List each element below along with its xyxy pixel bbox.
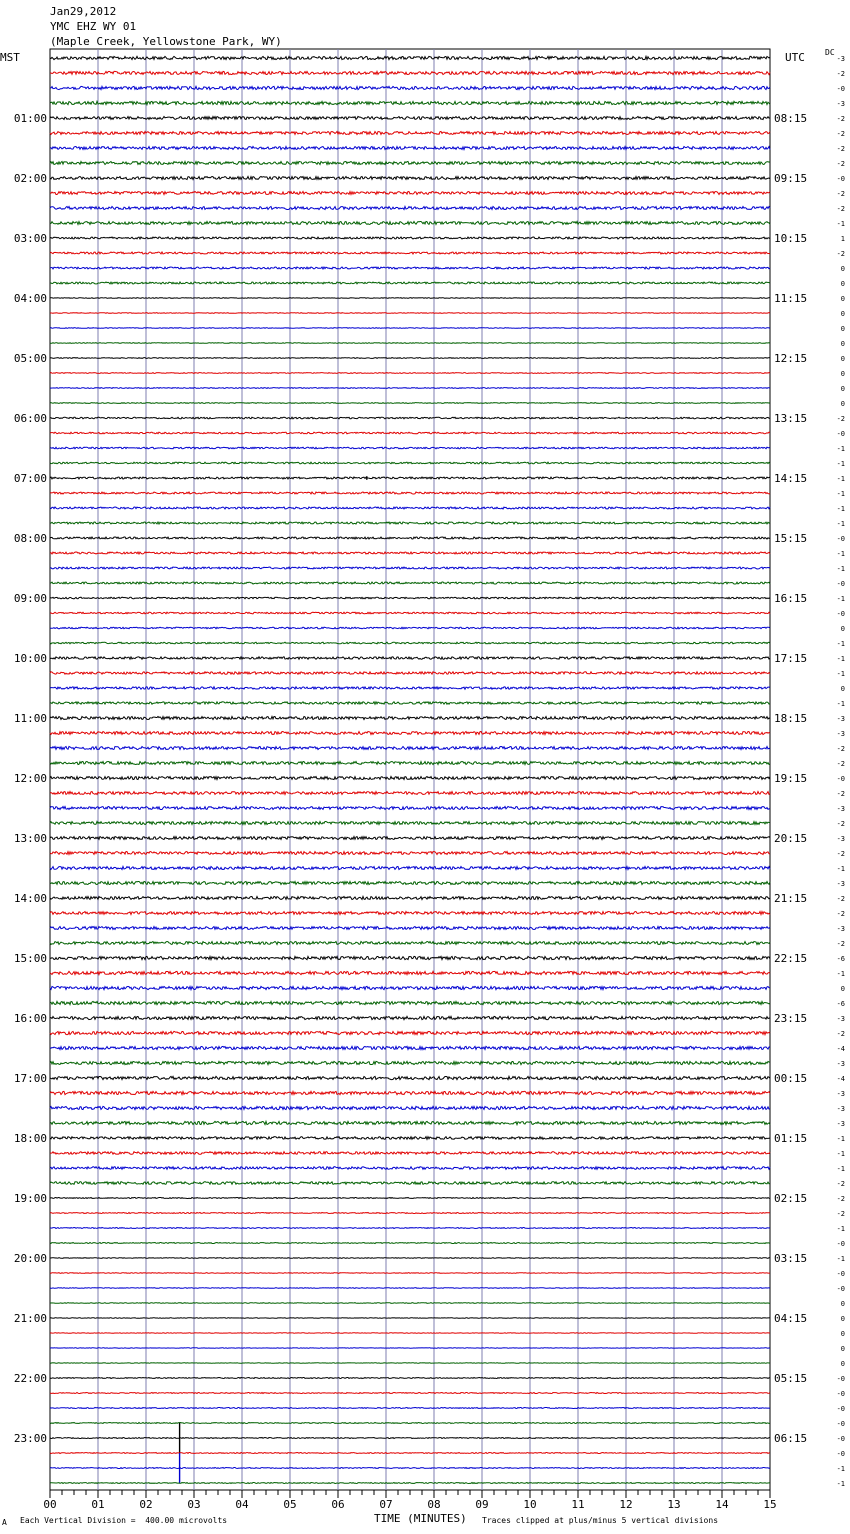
dc-offset: -2 — [836, 820, 845, 828]
hour-label-right: 23:15 — [774, 1012, 808, 1025]
hour-label-right: 03:15 — [774, 1252, 808, 1265]
trace-row — [50, 852, 770, 855]
dc-offset: -3 — [836, 880, 845, 888]
x-tick-label: 00 — [43, 1498, 57, 1511]
dc-offset: -1 — [836, 1225, 845, 1233]
dc-offset: -0 — [836, 1270, 845, 1278]
trace-row — [50, 956, 770, 959]
dc-offset: -0 — [836, 1420, 845, 1428]
hour-label-left: 09:00 — [13, 592, 47, 605]
trace-row — [50, 1228, 770, 1229]
dc-offset: -2 — [836, 850, 845, 858]
hour-label-left: 02:00 — [13, 172, 47, 185]
x-tick-label: 07 — [379, 1498, 393, 1511]
dc-offset: -2 — [836, 250, 845, 258]
trace-row — [50, 627, 770, 629]
trace-row — [50, 71, 770, 74]
dc-offset: 1 — [840, 235, 845, 243]
trace-row — [50, 897, 770, 900]
hour-label-right: 16:15 — [774, 592, 808, 605]
dc-offset: -3 — [836, 1120, 845, 1128]
hour-label-left: 18:00 — [13, 1132, 47, 1145]
dc-offset: 0 — [840, 1315, 845, 1323]
trace-row — [50, 432, 770, 434]
dc-offset: -3 — [836, 100, 845, 108]
trace-row — [50, 732, 770, 735]
x-tick-label: 04 — [235, 1498, 249, 1511]
hour-label-left: 05:00 — [13, 352, 47, 365]
trace-row — [50, 358, 770, 359]
hour-label-right: 04:15 — [774, 1312, 808, 1325]
x-tick-label: 01 — [91, 1498, 105, 1511]
trace-row — [50, 207, 770, 210]
dc-offset: -4 — [836, 1045, 845, 1053]
hour-label-left: 15:00 — [13, 952, 47, 965]
dc-offset: -2 — [836, 160, 845, 168]
dc-offset: -1 — [836, 1150, 845, 1158]
dc-offset: -1 — [836, 490, 845, 498]
dc-offset: -1 — [836, 1165, 845, 1173]
trace-row — [50, 328, 770, 329]
dc-offset: -1 — [836, 220, 845, 228]
dc-offset: -2 — [836, 760, 845, 768]
trace-row — [50, 1378, 770, 1379]
dc-offset: -0 — [836, 1375, 845, 1383]
trace-row — [50, 403, 770, 404]
x-tick-label: 09 — [475, 1498, 489, 1511]
trace-row — [50, 1243, 770, 1244]
trace-row — [50, 282, 770, 284]
trace-row — [50, 642, 770, 644]
trace-row — [50, 417, 770, 419]
x-axis-label: TIME (MINUTES) — [374, 1512, 467, 1525]
dc-offset: -3 — [836, 1015, 845, 1023]
dc-offset: -2 — [836, 205, 845, 213]
hour-label-left: 19:00 — [13, 1192, 47, 1205]
trace-row — [50, 762, 770, 765]
dc-offset: 0 — [840, 265, 845, 273]
dc-offset: -3 — [836, 1090, 845, 1098]
trace-row — [50, 237, 770, 239]
dc-offset: -3 — [836, 805, 845, 813]
trace-row — [50, 702, 770, 704]
dc-offset: -2 — [836, 1210, 845, 1218]
hour-label-right: 21:15 — [774, 892, 808, 905]
dc-offset: 0 — [840, 295, 845, 303]
trace-row — [50, 777, 770, 780]
dc-offset: -2 — [836, 1030, 845, 1038]
hour-label-right: 10:15 — [774, 232, 808, 245]
trace-row — [50, 1152, 770, 1155]
dc-offset: -0 — [836, 430, 845, 438]
hour-label-right: 05:15 — [774, 1372, 808, 1385]
trace-row — [50, 882, 770, 885]
hour-label-right: 20:15 — [774, 832, 808, 845]
hour-label-left: 13:00 — [13, 832, 47, 845]
hour-label-right: 08:15 — [774, 112, 808, 125]
dc-offset: -1 — [836, 460, 845, 468]
dc-offset: 0 — [840, 985, 845, 993]
trace-row — [50, 177, 770, 180]
dc-offset: -0 — [836, 1450, 845, 1458]
dc-offset: 0 — [840, 280, 845, 288]
corner-mark: A — [2, 1518, 7, 1527]
trace-row — [50, 986, 770, 989]
trace-row — [50, 477, 770, 479]
dc-offset: 0 — [840, 1345, 845, 1353]
trace-row — [50, 867, 770, 870]
hour-label-right: 14:15 — [774, 472, 808, 485]
dc-offset: 0 — [840, 400, 845, 408]
trace-row — [50, 1061, 770, 1064]
dc-offset: -1 — [836, 445, 845, 453]
trace-row — [50, 522, 770, 524]
trace-row — [50, 313, 770, 314]
trace-row — [50, 1046, 770, 1049]
trace-row — [50, 298, 770, 299]
trace-row — [50, 1091, 770, 1094]
trace-row — [50, 1031, 770, 1034]
x-tick-label: 12 — [619, 1498, 633, 1511]
dc-label: DC — [825, 48, 835, 57]
hour-label-right: 01:15 — [774, 1132, 808, 1145]
trace-row — [50, 373, 770, 374]
dc-offset: -2 — [836, 790, 845, 798]
trace-row — [50, 1258, 770, 1259]
dc-offset: -2 — [836, 910, 845, 918]
trace-row — [50, 343, 770, 344]
dc-offset: -0 — [836, 1285, 845, 1293]
trace-row — [50, 1303, 770, 1304]
dc-offset: -3 — [836, 1105, 845, 1113]
dc-offset: 0 — [840, 685, 845, 693]
dc-offset: -1 — [836, 1480, 845, 1488]
dc-offset: -1 — [836, 670, 845, 678]
hour-label-left: 22:00 — [13, 1372, 47, 1385]
dc-offset: -1 — [836, 505, 845, 513]
trace-row — [50, 447, 770, 449]
dc-offset: -3 — [836, 1060, 845, 1068]
dc-offset: -0 — [836, 535, 845, 543]
dc-offset: -3 — [836, 925, 845, 933]
plot-frame — [50, 49, 770, 1490]
x-tick-label: 05 — [283, 1498, 297, 1511]
trace-row — [50, 1288, 770, 1289]
trace-row — [50, 942, 770, 945]
trace-row — [50, 1121, 770, 1124]
x-tick-label: 03 — [187, 1498, 201, 1511]
trace-row — [50, 612, 770, 614]
hour-label-left: 11:00 — [13, 712, 47, 725]
dc-offset: -1 — [836, 595, 845, 603]
trace-row — [50, 252, 770, 254]
trace-row — [50, 552, 770, 554]
trace-row — [50, 1468, 770, 1469]
hour-label-right: 15:15 — [774, 532, 808, 545]
dc-offset: -1 — [836, 865, 845, 873]
dc-offset: -1 — [836, 970, 845, 978]
dc-offset: 0 — [840, 1300, 845, 1308]
hour-label-right: 06:15 — [774, 1432, 808, 1445]
dc-offset: -3 — [836, 730, 845, 738]
hour-label-left: 12:00 — [13, 772, 47, 785]
dc-offset: -1 — [836, 520, 845, 528]
hour-label-left: 10:00 — [13, 652, 47, 665]
hour-label-right: 17:15 — [774, 652, 808, 665]
dc-offset: -2 — [836, 895, 845, 903]
hour-label-left: 23:00 — [13, 1432, 47, 1445]
trace-row — [50, 747, 770, 750]
hour-label-right: 02:15 — [774, 1192, 808, 1205]
dc-offset: -1 — [836, 640, 845, 648]
dc-offset: 0 — [840, 325, 845, 333]
dc-offset: -2 — [836, 940, 845, 948]
trace-row — [50, 222, 770, 225]
x-tick-label: 08 — [427, 1498, 441, 1511]
dc-offset: 0 — [840, 310, 845, 318]
trace-row — [50, 56, 770, 59]
hour-label-right: 00:15 — [774, 1072, 808, 1085]
trace-row — [50, 807, 770, 810]
hour-label-left: 04:00 — [13, 292, 47, 305]
trace-row — [50, 101, 770, 104]
hour-label-left: 17:00 — [13, 1072, 47, 1085]
dc-offset: -1 — [836, 1135, 845, 1143]
trace-row — [50, 822, 770, 825]
dc-offset: -4 — [836, 1075, 845, 1083]
hour-label-left: 07:00 — [13, 472, 47, 485]
trace-row — [50, 912, 770, 915]
trace-row — [50, 507, 770, 509]
hour-label-left: 20:00 — [13, 1252, 47, 1265]
dc-offset: -3 — [836, 835, 845, 843]
x-tick-label: 13 — [667, 1498, 681, 1511]
dc-offset: -1 — [836, 700, 845, 708]
trace-row — [50, 672, 770, 674]
hour-label-right: 09:15 — [774, 172, 808, 185]
dc-offset: 0 — [840, 340, 845, 348]
dc-offset: -1 — [836, 565, 845, 573]
dc-offset: -0 — [836, 175, 845, 183]
dc-offset: -0 — [836, 610, 845, 618]
hour-label-left: 03:00 — [13, 232, 47, 245]
hour-label-right: 11:15 — [774, 292, 808, 305]
trace-row — [50, 147, 770, 150]
dc-offset: 0 — [840, 385, 845, 393]
trace-row — [50, 388, 770, 389]
trace-row — [50, 492, 770, 494]
hour-label-left: 01:00 — [13, 112, 47, 125]
dc-offset: -0 — [836, 1390, 845, 1398]
hour-label-right: 19:15 — [774, 772, 808, 785]
clip-note: Traces clipped at plus/minus 5 vertical divisions — [482, 1516, 719, 1525]
dc-offset: -2 — [836, 145, 845, 153]
dc-offset: 0 — [840, 1360, 845, 1368]
hour-label-left: 16:00 — [13, 1012, 47, 1025]
trace-row — [50, 1016, 770, 1019]
trace-row — [50, 1167, 770, 1170]
trace-row — [50, 86, 770, 89]
dc-offset: -0 — [836, 1435, 845, 1443]
trace-row — [50, 582, 770, 584]
hour-label-left: 21:00 — [13, 1312, 47, 1325]
trace-row — [50, 567, 770, 569]
trace-row — [50, 1076, 770, 1079]
trace-row — [50, 267, 770, 269]
dc-offset: -2 — [836, 130, 845, 138]
trace-row — [50, 1137, 770, 1140]
dc-offset: -1 — [836, 475, 845, 483]
trace-row — [50, 1182, 770, 1185]
trace-row — [50, 192, 770, 195]
dc-offset: -1 — [836, 550, 845, 558]
dc-offset: 0 — [840, 355, 845, 363]
trace-row — [50, 1106, 770, 1109]
station-location: (Maple Creek, Yellowstone Park, WY) — [50, 35, 282, 48]
x-tick-label: 11 — [571, 1498, 585, 1511]
hour-label-left: 08:00 — [13, 532, 47, 545]
dc-offset: -1 — [836, 1465, 845, 1473]
hour-label-right: 22:15 — [774, 952, 808, 965]
trace-row — [50, 1273, 770, 1274]
x-tick-label: 06 — [331, 1498, 345, 1511]
trace-row — [50, 117, 770, 120]
trace-row — [50, 1213, 770, 1214]
dc-offset: -2 — [836, 190, 845, 198]
dc-offset: -2 — [836, 70, 845, 78]
trace-row — [50, 927, 770, 930]
trace-row — [50, 1198, 770, 1199]
dc-offset: -3 — [836, 715, 845, 723]
trace-row — [50, 537, 770, 539]
trace-row — [50, 971, 770, 974]
dc-offset: -0 — [836, 1405, 845, 1413]
dc-offset: -0 — [836, 775, 845, 783]
dc-offset: -2 — [836, 115, 845, 123]
dc-offset: -6 — [836, 955, 845, 963]
dc-offset: -2 — [836, 1195, 845, 1203]
trace-row — [50, 657, 770, 659]
trace-row — [50, 597, 770, 599]
trace-row — [50, 162, 770, 165]
dc-offset: -3 — [836, 55, 845, 63]
dc-offset: 0 — [840, 1330, 845, 1338]
x-tick-label: 02 — [139, 1498, 153, 1511]
dc-offset: -2 — [836, 415, 845, 423]
dc-offset: -6 — [836, 1000, 845, 1008]
x-tick-label: 14 — [715, 1498, 729, 1511]
right-timezone-label: UTC — [785, 51, 805, 64]
trace-row — [50, 687, 770, 689]
dc-offset: -1 — [836, 1255, 845, 1263]
trace-row — [50, 1001, 770, 1004]
trace-row — [50, 1393, 770, 1394]
trace-row — [50, 462, 770, 464]
dc-offset: -1 — [836, 655, 845, 663]
dc-offset: -0 — [836, 85, 845, 93]
dc-offset: 0 — [840, 370, 845, 378]
hour-label-left: 14:00 — [13, 892, 47, 905]
chart-date: Jan29,2012 — [50, 5, 117, 18]
trace-row — [50, 837, 770, 840]
hour-label-left: 06:00 — [13, 412, 47, 425]
hour-label-right: 18:15 — [774, 712, 808, 725]
x-tick-label: 15 — [763, 1498, 777, 1511]
trace-row — [50, 1423, 770, 1424]
left-timezone-label: MST — [0, 51, 20, 64]
x-tick-label: 10 — [523, 1498, 537, 1511]
scale-note: Each Vertical Division = 400.00 microvolts — [20, 1516, 228, 1525]
dc-offset: -0 — [836, 580, 845, 588]
dc-offset: -2 — [836, 1180, 845, 1188]
trace-row — [50, 1483, 770, 1484]
trace-row — [50, 1453, 770, 1454]
dc-offset: -0 — [836, 1240, 845, 1248]
dc-offset: 0 — [840, 625, 845, 633]
trace-row — [50, 717, 770, 720]
trace-row — [50, 132, 770, 135]
hour-label-right: 13:15 — [774, 412, 808, 425]
trace-row — [50, 792, 770, 795]
hour-label-right: 12:15 — [774, 352, 808, 365]
trace-row — [50, 1438, 770, 1439]
dc-offset: -2 — [836, 745, 845, 753]
trace-row — [50, 1408, 770, 1409]
station-name: YMC EHZ WY 01 — [50, 20, 137, 33]
